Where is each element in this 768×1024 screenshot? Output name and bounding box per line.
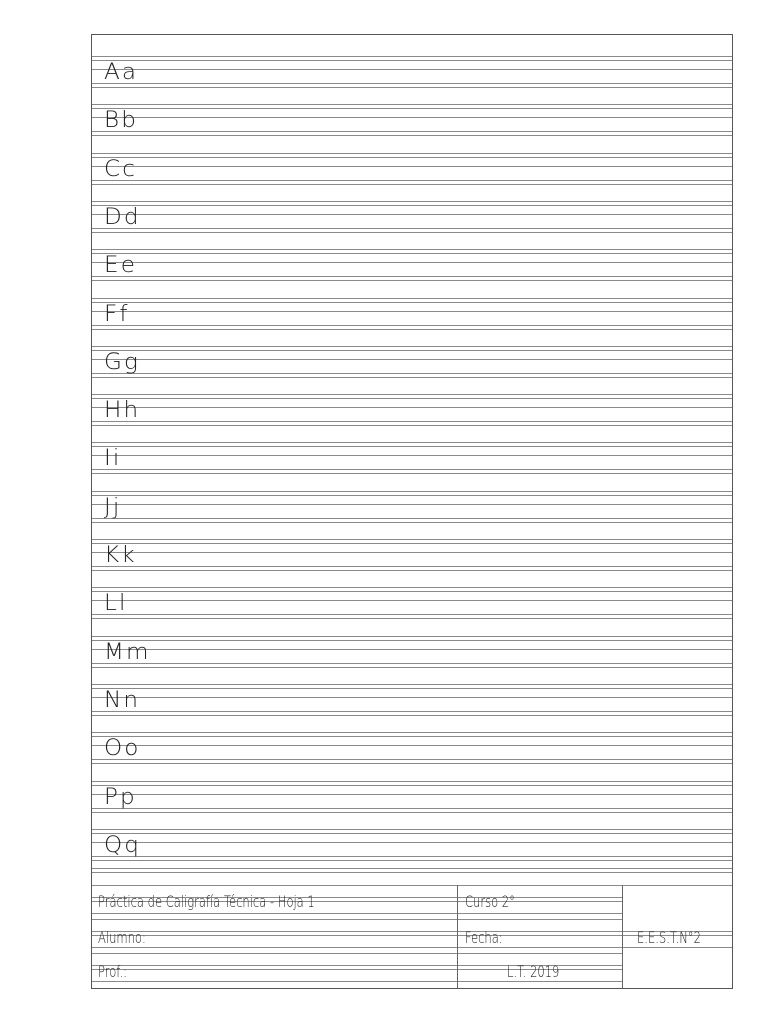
professor-label: Prof.: [98,962,128,981]
guide-line [92,504,732,505]
guide-line [92,157,732,158]
guide-line [92,715,732,716]
guide-line [92,104,732,105]
guide-line [92,591,732,592]
course-label: Curso 2° [465,892,515,911]
guide-line [92,201,732,202]
guide-line [92,329,732,330]
letter-pair: Aa [104,60,139,85]
guide-line [92,785,732,786]
guide-line [92,491,732,492]
letter-pair: Ll [104,591,128,616]
guide-line [92,600,732,601]
school-name: E.E.S.T.N°2 [637,928,701,947]
baseline [92,180,732,181]
guide-line [92,667,732,668]
guide-line [92,618,732,619]
guide-line [92,205,732,206]
guide-line [92,763,732,764]
guide-line [92,350,732,351]
guide-line [92,640,732,641]
guide-line [92,262,732,263]
guide-line [92,552,732,553]
guide-line [92,688,732,689]
guide-line [92,166,732,167]
calligraphy-sheet [91,34,733,989]
guide-line [92,184,732,185]
guide-line [92,407,732,408]
letter-pair: Oo [104,736,141,761]
guide-line [92,543,732,544]
letter-pair: Ff [104,302,130,327]
title-block-divider-1 [457,885,458,989]
guide-line [92,442,732,443]
guide-line [92,636,732,637]
guide-line [92,732,732,733]
baseline [92,373,732,374]
guide-line [92,860,732,861]
guide-line [92,842,732,843]
guide-line [92,872,732,873]
letter-pair: Nn [104,688,141,713]
guide-line [92,69,732,70]
baseline [92,518,732,519]
guide-line [92,833,732,834]
guide-line [92,425,732,426]
guide-line [92,781,732,782]
guide-line [92,446,732,447]
guide-line [92,829,732,830]
guide-line [92,745,732,746]
letter-pair: Pp [104,785,137,810]
guide-line [92,394,732,395]
baseline [92,614,732,615]
baseline [92,856,732,857]
student-label: Alumno: [98,928,146,947]
baseline [92,759,732,760]
date-label: Fecha: [465,928,503,947]
letter-pair: Dd [104,205,141,230]
guide-line [92,398,732,399]
letter-pair: Cc [104,157,138,182]
guide-line [92,280,732,281]
letter-pair: Mm [104,640,151,665]
guide-line [92,794,732,795]
guide-line [92,249,732,250]
guide-line [92,311,732,312]
guide-line [92,135,732,136]
title-row-line [92,953,622,954]
baseline [92,469,732,470]
guide-line [92,232,732,233]
guide-line [92,253,732,254]
guide-line [92,539,732,540]
guide-line [92,117,732,118]
baseline [92,276,732,277]
letter-pair: Gg [104,350,140,375]
baseline [92,83,732,84]
letter-pair: Bb [104,108,138,133]
guide-line [92,153,732,154]
sheet-code: L.T. 2019 [507,962,560,981]
title-guide-line [92,931,732,932]
baseline [92,663,732,664]
guide-line [92,587,732,588]
guide-line [92,87,732,88]
guide-line [92,649,732,650]
letter-pair: Ii [104,446,122,471]
title-guide-line [92,947,732,948]
letter-pair: Ee [104,253,138,278]
guide-line [92,359,732,360]
letter-pair: Hh [104,398,141,423]
guide-line [92,377,732,378]
guide-line [92,736,732,737]
guide-line [92,56,732,57]
baseline [92,808,732,809]
baseline [92,566,732,567]
title-block-top [92,885,732,886]
guide-line [92,473,732,474]
letter-pair: Jj [104,495,122,520]
title-guide-line [92,981,622,982]
baseline [92,228,732,229]
guide-line [92,868,732,869]
guide-line [92,522,732,523]
guide-line [92,697,732,698]
guide-line [92,302,732,303]
baseline [92,131,732,132]
guide-line [92,812,732,813]
guide-line [92,60,732,61]
guide-line [92,108,732,109]
sheet-title: Práctica de Caligrafía Técnica - Hoja 1 [98,892,315,911]
guide-line [92,214,732,215]
title-row-line [92,919,622,920]
guide-line [92,570,732,571]
letter-pair: Qq [104,833,142,858]
baseline [92,421,732,422]
baseline [92,711,732,712]
letter-pair: Kk [104,543,137,568]
guide-line [92,346,732,347]
title-guide-line [92,935,732,936]
title-block-divider-2 [622,885,623,989]
baseline [92,325,732,326]
guide-line [92,298,732,299]
guide-line [92,455,732,456]
guide-line [92,495,732,496]
title-guide-line [92,913,622,914]
guide-line [92,684,732,685]
